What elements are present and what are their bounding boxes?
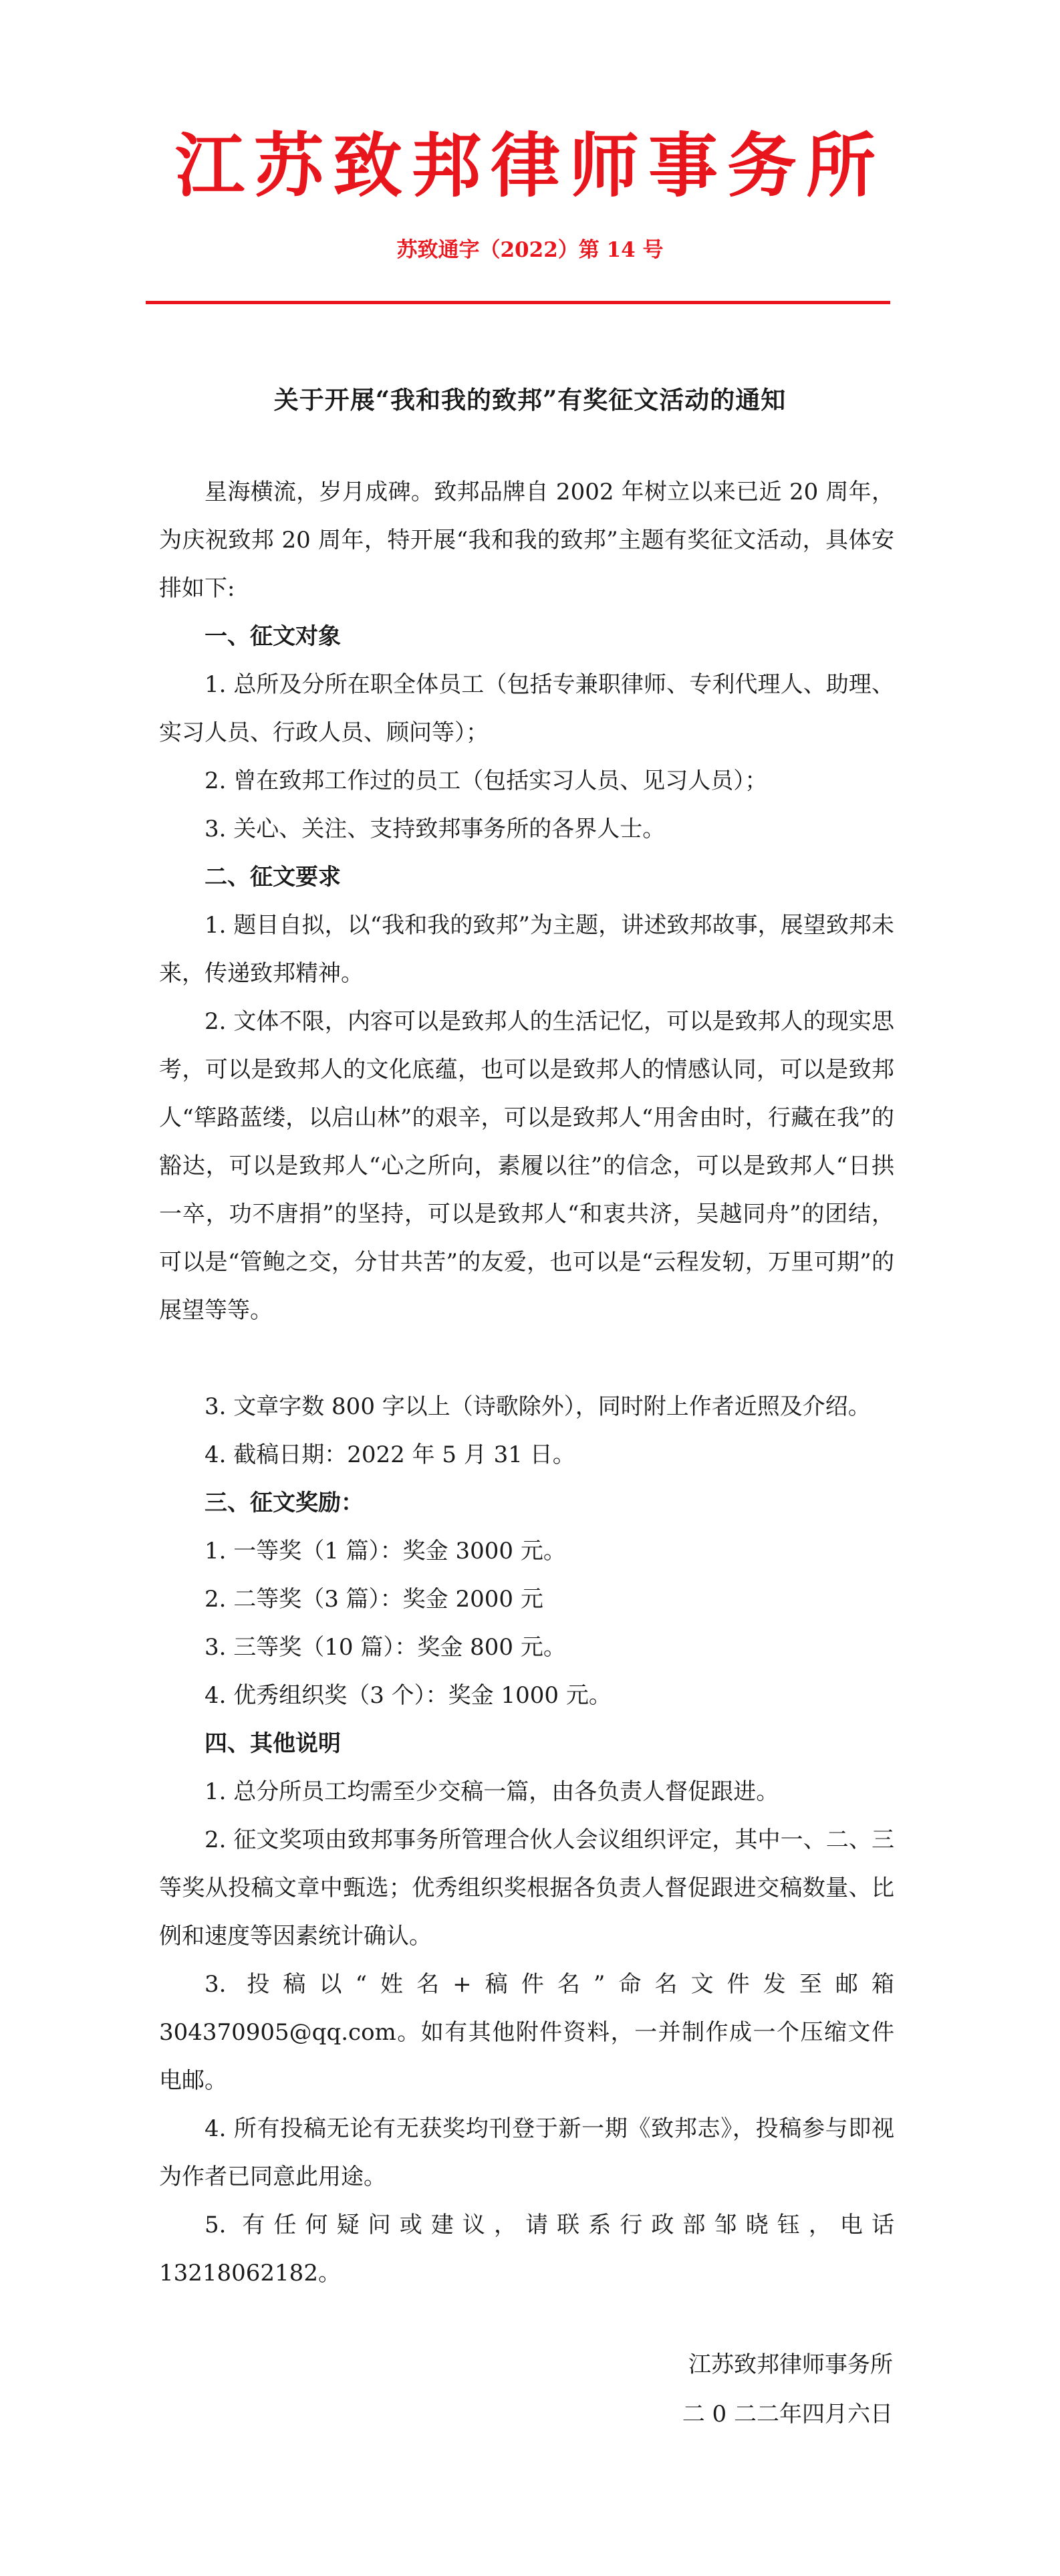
list-item: 3. 文章字数 800 字以上（诗歌除外），同时附上作者近照及介绍。: [205, 1393, 871, 1420]
list-item: 1. 总所及分所在职全体员工（包括专兼职律师、专利代理人、助理、实习人员、行政人员、顾问等）；: [159, 671, 894, 746]
list-item: 5. 有任何疑问或建议，请联系行政部邹晓钰，电话 13218062182。: [159, 2212, 894, 2287]
list-item: 4. 所有投稿无论有无获奖均刊登于新一期《致邦志》，投稿参与即视为作者已同意此用途。: [159, 2115, 894, 2190]
list-item: 2. 曾在致邦工作过的员工（包括实习人员、见习人员）；: [205, 768, 768, 794]
list-item: 3. 关心、关注、支持致邦事务所的各界人士。: [205, 816, 666, 842]
section-heading-requirements: 二、征文要求: [205, 864, 341, 891]
list-item: 3. 投稿以“姓名+稿件名”命名文件发至邮箱 304370905@qq.com。如有其他附件资料，一并制作成一个压缩文件电邮。: [159, 1971, 894, 2094]
paragraph-gap: [159, 1334, 894, 1383]
list-item: 2. 征文奖项由致邦事务所管理合伙人会议组织评定，其中一、二、三等奖从投稿文章中甄选；优秀组织奖根据各负责人督促跟进交稿数量、比例和速度等因素统计确认。: [159, 1827, 894, 1950]
section-heading-participants: 一、征文对象: [205, 623, 341, 650]
signature-org: 江苏致邦律师事务所: [688, 2351, 893, 2378]
list-item: 4. 截稿日期：2022 年 5 月 31 日。: [205, 1441, 575, 1468]
list-item: 3. 三等奖（10 篇）：奖金 800 元。: [205, 1634, 566, 1661]
list-item: 1. 题目自拟，以“我和我的致邦”为主题，讲述致邦故事，展望致邦未来，传递致邦精神。: [159, 912, 894, 987]
signature-date: 二 0 二二年四月六日: [682, 2401, 893, 2428]
section-heading-awards: 三、征文奖励：: [205, 1490, 364, 1516]
letterhead-red-divider: [146, 301, 890, 304]
list-item: 4. 优秀组织奖（3 个）：奖金 1000 元。: [205, 1682, 612, 1709]
document-number: 苏致通字（2022）第 14 号: [396, 238, 664, 262]
list-item: 2. 二等奖（3 篇）：奖金 2000 元: [205, 1586, 543, 1613]
signature-block: [682, 2340, 893, 2439]
notice-body: [159, 468, 894, 2297]
list-item: 1. 总分所员工均需至少交稿一篇，由各负责人督促跟进。: [205, 1778, 779, 1805]
section-heading-other-notes: 四、其他说明: [205, 1730, 341, 1757]
list-item: 2. 文体不限，内容可以是致邦人的生活记忆，可以是致邦人的现实思考，可以是致邦人的文化底蕴，也可以是致邦人的情感认同，可以是致邦人“筚路蓝缕，以启山林”的艰辛，可以是致邦人“用舍由时，行藏在我”的豁达，可以是致邦人“心之所向，素履以往”的信念，可以是致邦人“日拱一卒，功不唐捐”的坚持，可以是致邦人“和衷共济，吴越同舟”的团结，可以是“管鲍之交，分甘共苦”的友爱，也可以是“云程发轫，万里可期”的展望等等。: [159, 1008, 894, 1324]
list-item: 1. 一等奖（1 篇）：奖金 3000 元。: [205, 1538, 566, 1564]
notice-title: 关于开展“我和我的致邦”有奖征文活动的通知: [273, 385, 787, 415]
letterhead-firm-name: 江苏致邦律师事务所: [174, 125, 885, 207]
intro-paragraph: 星海横流，岁月成碑。致邦品牌自 2002 年树立以来已近 20 周年，为庆祝致邦 20 周年，特开展“我和我的致邦”主题有奖征文活动，具体安排如下:: [159, 479, 894, 602]
